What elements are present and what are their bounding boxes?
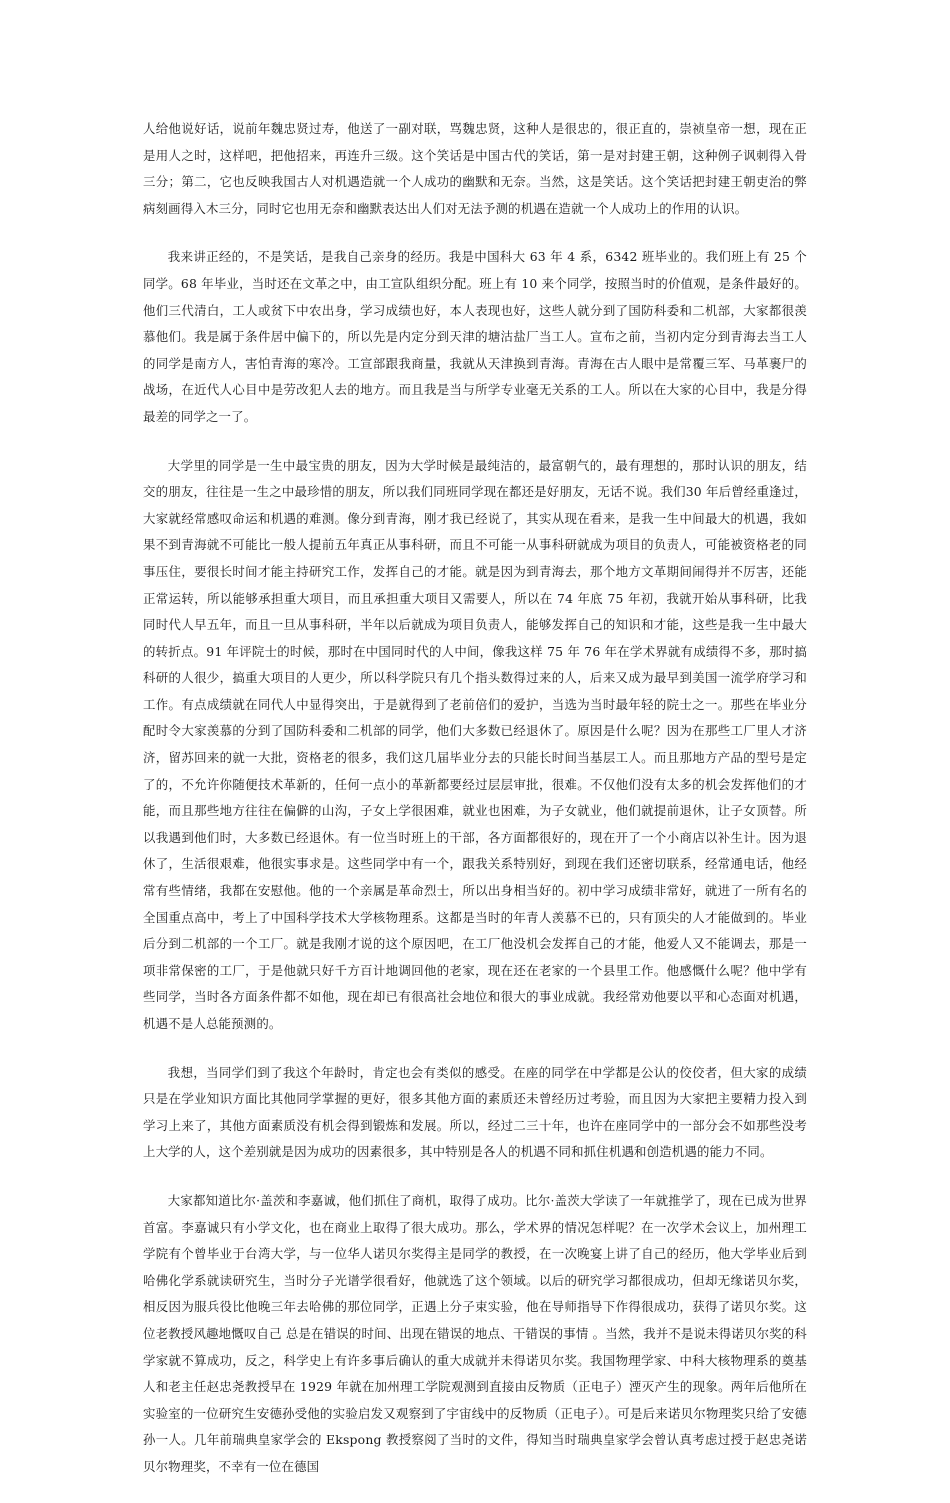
paragraph-4: 我想，当同学们到了我这个年龄时，肯定也会有类似的感受。在座的同学在中学都是公认的佼佼者，但大家的成绩只是在学业知识方面比其他同学掌握的更好，很多其他方面的素质还未曾经历过考验，而且因为大家把主要精力投入到学习上来了，其他方面素质没有机会得到锻炼和发展。所以，经过二三十年，也许在座同学中的一部分会不如那些没考上大学的人，这个差别就是因为成功的因素很多，其中特别是各人的机遇不同和抓住机遇和创造机遇的能力不同。 [143, 1064, 807, 1160]
paragraph-2: 我来讲正经的，不是笑话，是我自己亲身的经历。我是中国科大 63 年 4 系，6342 班毕业的。我们班上有 25 个同学。68 年毕业，当时还在文革之中，由工宣队组织分配。班上有 10 来个同学，按照当时的价值观，是条件最好的。他们三代清白，工人或贫下中农出身，学习成绩也好，本人表现也好，这些人就分到了国防科委和二机部，大家都很羡慕他们。我是属于条件居中偏下的，所以先是内定分到天津的塘沽盐厂当工人。宣布之前，当初内定分到青海去当工人的同学是南方人，害怕青海的寒冷。工宣部跟我商量，我就从天津换到青海。青海在古人眼中是常覆三军、马革裹尸的战场，在近代人心目中是劳改犯人去的地方。而且我是当与所学专业毫无关系的工人。所以在大家的心目中，我是分得最差的同学之一了。 [143, 249, 807, 424]
paragraph-3: 大学里的同学是一生中最宝贵的朋友，因为大学时候是最纯洁的，最富朝气的，最有理想的，那时认识的朋友，结交的朋友，往往是一生之中最珍惜的朋友，所以我们同班同学现在都还是好朋友，无话不说。我们30 年后曾经重逢过，大家就经常感叹命运和机遇的难测。像分到青海，刚才我已经说了，其实从现在看来，是我一生中间最大的机遇，我如果不到青海就不可能比一般人提前五年真正从事科研，而且不可能一从事科研就成为项目的负责人，可能被资格老的同事压住，要很长时间才能主持研究工作，发挥自己的才能。就是因为到青海去，那个地方文革期间闹得并不厉害，还能正常运转，所以能够承担重大项目，而且承担重大项目又需要人，所以在 74 年底 75 年初，我就开始从事科研，比我同时代人早五年，而且一旦从事科研，半年以后就成为项目负责人，能够发挥自己的知识和才能，这些是我一生中最大的转折点。91 年评院士的时候，那时在中国同时代的人中间，像我这样 75 年 76 年在学术界就有成绩得不多，那时搞科研的人很少，搞重大项目的人更少，所以科学院只有几个指头数得过来的人，后来又成为最早到美国一流学府学习和工作。有点成绩就在同代人中显得突出，于是就得到了老前倍们的爱护，当选为当时最年轻的院士之一。那些在毕业分配时令大家羡慕的分到了国防科委和二机部的同学，他们大多数已经退休了。原因是什么呢？因为在那些工厂里人才济济，留苏回来的就一大批，资格老的很多，我们这几届毕业分去的只能长时间当基层工人。而且那地方产品的型号是定了的，不允许你随便技术革新的，任何一点小的革新都要经过层层审批，很难。不仅他们没有太多的机会发挥他们的才能，而且那些地方往往在偏僻的山沟，子女上学很困难，就业也困难，为子女就业，他们就提前退休，让子女顶替。所以我遇到他们时，大多数已经退休。有一位当时班上的干部，各方面都很好的，现在开了一个小商店以补生计。因为退休了，生活很艰难，他很实事求是。这些同学中有一个，跟我关系特别好，到现在我们还密切联系，经常通电话，他经常有些情绪，我都在安慰他。他的一个亲属是革命烈士，所以出身相当好的。初中学习成绩非常好，就进了一所有名的全国重点高中，考上了中国科学技术大学核物理系。这都是当时的年青人羡慕不已的，只有顶尖的人才能做到的。毕业后分到二机部的一个工厂。就是我刚才说的这个原因吧，在工厂他没机会发挥自己的才能，他爱人又不能调去，那是一项非常保密的工厂，于是他就只好千方百计地调回他的老家，现在还在老家的一个县里工作。他感慨什么呢？他中学有些同学，当时各方面条件都不如他，现在却已有很高社会地位和很大的事业成就。我经常劝他要以平和心态面对机遇，机遇不是人总能预测的。 [143, 457, 807, 1031]
document-body [143, 116, 807, 1503]
paragraph-5: 大家都知道比尔·盖茨和李嘉诚，他们抓住了商机，取得了成功。比尔·盖茨大学读了一年就推学了，现在已成为世界首富。李嘉诚只有小学文化，也在商业上取得了很大成功。那么，学术界的情况怎样呢？在一次学术会议上，加州理工学院有个曾毕业于台湾大学，与一位华人诺贝尔奖得主是同学的教授，在一次晚宴上讲了自己的经历，他大学毕业后到哈佛化学系就读研究生，当时分子光谱学很看好，他就选了这个领域。以后的研究学习都很成功，但却无缘诺贝尔奖，相反因为服兵役比他晚三年去哈佛的那位同学，正遇上分子束实验，他在导师指导下作得很成功，获得了诺贝尔奖。这位老教授风趣地慨叹自己 总是在错误的时间、出现在错误的地点、干错误的事情 。当然，我并不是说未得诺贝尔奖的科学家就不算成功，反之，科学史上有许多事后确认的重大成就并未得诺贝尔奖。我国物理学家、中科大核物理系的奠基人和老主任赵忠尧教授早在 1929 年就在加州理工学院观测到直接由反物质（正电子）湮灭产生的现象。两年后他所在实验室的一位研究生安德孙受他的实验启发又观察到了宇宙线中的反物质（正电子）。可是后来诺贝尔物理奖只给了安德孙一人。几年前瑞典皇家学会的 Ekspong 教授察阅了当时的文件，得知当时瑞典皇家学会曾认真考虑过授于赵忠尧诺贝尔物理奖，不幸有一位在德国 [143, 1192, 807, 1474]
paragraph-1: 人给他说好话，说前年魏忠贤过寿，他送了一副对联，骂魏忠贤，这种人是很忠的，很正直的，崇祯皇帝一想，现在正是用人之时，这样吧，把他招来，再连升三级。这个笑话是中国古代的笑话，第一是对封建王朝，这种例子讽刺得入骨三分；第二，它也反映我国古人对机遇造就一个人成功的幽默和无奈。当然，这是笑话。这个笑话把封建王朝吏治的弊病刻画得入木三分，同时它也用无奈和幽默表达出人们对无法予测的机遇在造就一个人成功上的作用的认识。 [143, 121, 807, 216]
